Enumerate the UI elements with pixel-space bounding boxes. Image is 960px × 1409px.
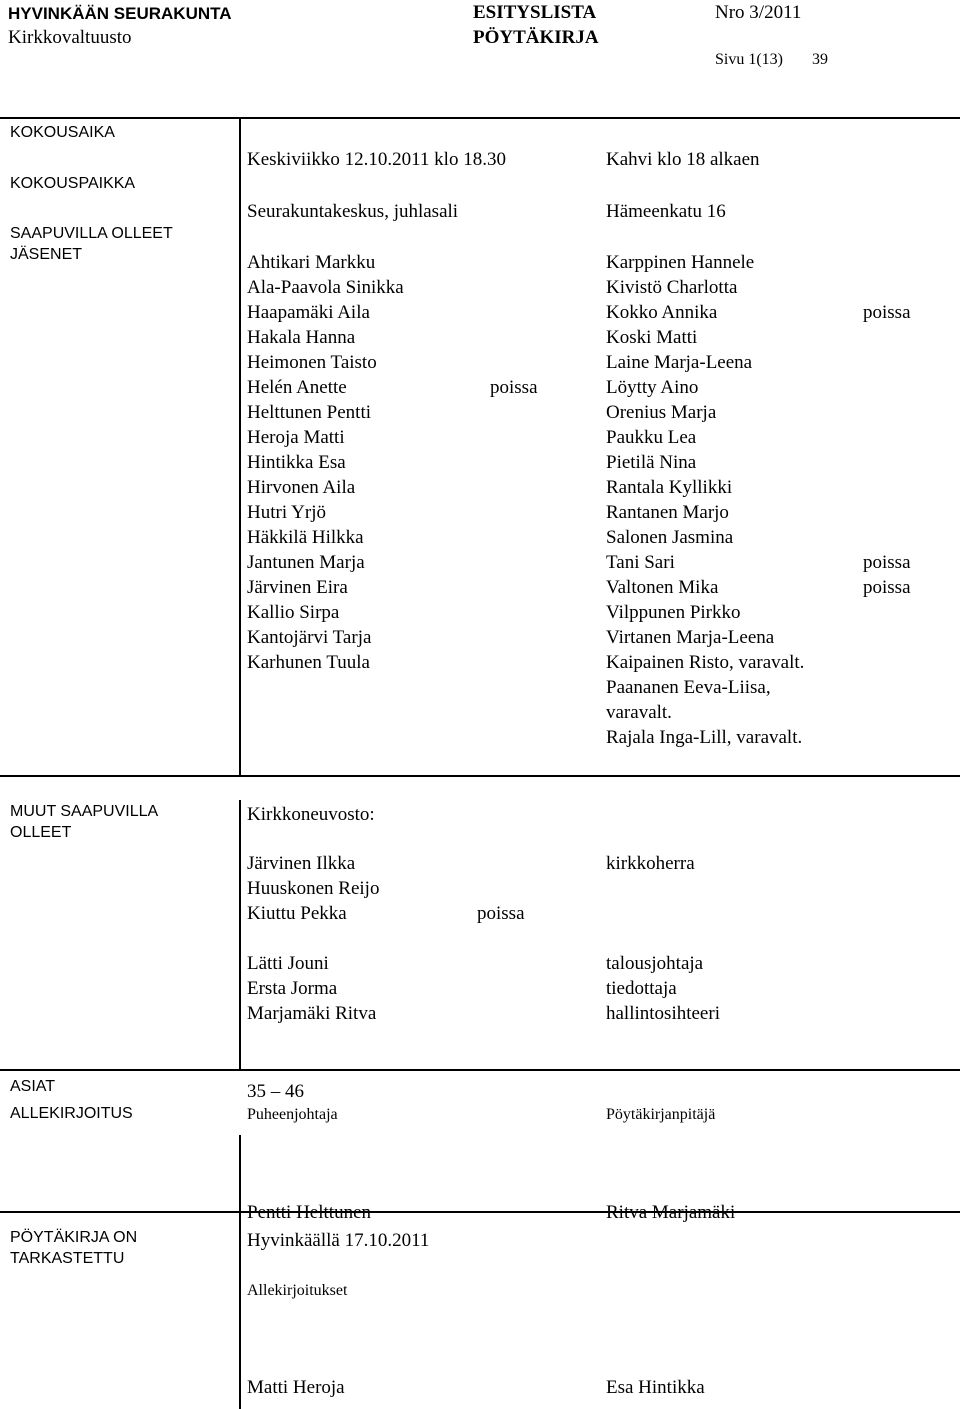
- absence-note: poissa: [863, 577, 911, 598]
- member-name: Karhunen Tuula: [247, 652, 370, 673]
- member-name: Orenius Marja: [606, 402, 717, 423]
- member-name: Hirvonen Aila: [247, 477, 356, 498]
- table-divider: [0, 1211, 960, 1213]
- member-name: Pietilä Nina: [606, 452, 697, 473]
- member-name: Löytty Aino: [606, 377, 699, 398]
- page-extra: 39: [812, 51, 828, 68]
- council-member-name: Järvinen Ilkka: [247, 853, 356, 874]
- member-name: Kokko Annika: [606, 302, 718, 323]
- label-present-members: JÄSENET: [10, 246, 83, 263]
- items-range: 35 – 46: [247, 1081, 304, 1102]
- member-name: Hakala Hanna: [247, 327, 356, 348]
- absence-note: poissa: [490, 377, 538, 398]
- label-minutes-checked: TARKASTETTU: [10, 1250, 125, 1267]
- checker-name: Matti Heroja: [247, 1377, 345, 1398]
- member-name: Ahtikari Markku: [247, 252, 376, 273]
- label-present-members: SAAPUVILLA OLLEET: [10, 225, 173, 242]
- checker-name: Esa Hintikka: [606, 1377, 705, 1398]
- meeting-address: Hämeenkatu 16: [606, 201, 726, 222]
- org-name: HYVINKÄÄN SEURAKUNTA: [8, 4, 232, 23]
- council-heading: Kirkkoneuvosto:: [247, 804, 375, 825]
- document-number: Nro 3/2011: [715, 2, 802, 23]
- member-name: Heroja Matti: [247, 427, 345, 448]
- member-name: Koski Matti: [606, 327, 698, 348]
- staff-name: Ersta Jorma: [247, 978, 338, 999]
- body-name: Kirkkovaltuusto: [8, 27, 132, 48]
- secretary-title: Pöytäkirjanpitäjä: [606, 1106, 716, 1123]
- table-column-divider: [239, 1211, 241, 1409]
- label-others-present: OLLEET: [10, 824, 72, 841]
- page-number: Sivu 1(13): [715, 51, 783, 68]
- member-name: Paukku Lea: [606, 427, 697, 448]
- member-name: Kivistö Charlotta: [606, 277, 738, 298]
- meeting-place: Seurakuntakeskus, juhlasali: [247, 201, 459, 222]
- member-name: Rantala Kyllikki: [606, 477, 733, 498]
- chair-name: Pentti Helttunen: [247, 1202, 372, 1223]
- member-name: Tani Sari: [606, 552, 675, 573]
- place-date: Hyvinkäällä 17.10.2011: [247, 1230, 430, 1251]
- chair-title: Puheenjohtaja: [247, 1106, 338, 1123]
- member-name: Laine Marja-Leena: [606, 352, 753, 373]
- member-name: varavalt.: [606, 702, 672, 723]
- label-others-present: MUUT SAAPUVILLA: [10, 803, 159, 820]
- member-name: Rantanen Marjo: [606, 502, 729, 523]
- table-divider: [0, 1069, 960, 1071]
- table-column-divider: [239, 1135, 241, 1211]
- member-name: Salonen Jasmina: [606, 527, 734, 548]
- label-minutes-checked: PÖYTÄKIRJA ON: [10, 1229, 138, 1246]
- member-name: Häkkilä Hilkka: [247, 527, 364, 548]
- member-name: Virtanen Marja-Leena: [606, 627, 775, 648]
- table-column-divider: [239, 117, 241, 775]
- secretary-name: Ritva Marjamäki: [606, 1202, 736, 1223]
- staff-name: Lätti Jouni: [247, 953, 329, 974]
- label-meeting-time: KOKOUSAIKA: [10, 124, 115, 141]
- label-items: ASIAT: [10, 1078, 56, 1095]
- member-name: Kallio Sirpa: [247, 602, 340, 623]
- member-name: Heimonen Taisto: [247, 352, 377, 373]
- member-name: Kantojärvi Tarja: [247, 627, 372, 648]
- doc-type-agenda: ESITYSLISTA: [473, 2, 597, 23]
- absence-note: poissa: [477, 903, 525, 924]
- member-name: Helttunen Pentti: [247, 402, 372, 423]
- member-name: Haapamäki Aila: [247, 302, 370, 323]
- table-column-divider: [239, 800, 241, 1069]
- role: hallintosihteeri: [606, 1003, 720, 1024]
- member-name: Valtonen Mika: [606, 577, 719, 598]
- member-name: Rajala Inga-Lill, varavalt.: [606, 727, 803, 748]
- label-signature: ALLEKIRJOITUS: [10, 1105, 133, 1122]
- member-name: Hutri Yrjö: [247, 502, 326, 523]
- role: kirkkoherra: [606, 853, 695, 874]
- label-meeting-place: KOKOUSPAIKKA: [10, 175, 136, 192]
- member-name: Ala-Paavola Sinikka: [247, 277, 404, 298]
- staff-name: Marjamäki Ritva: [247, 1003, 377, 1024]
- table-top-border: [0, 117, 960, 119]
- role: talousjohtaja: [606, 953, 704, 974]
- meeting-time: Keskiviikko 12.10.2011 klo 18.30: [247, 149, 506, 170]
- doc-type-minutes: PÖYTÄKIRJA: [473, 27, 599, 48]
- member-name: Paananen Eeva-Liisa,: [606, 677, 771, 698]
- coffee-time: Kahvi klo 18 alkaen: [606, 149, 760, 170]
- council-member-name: Huuskonen Reijo: [247, 878, 380, 899]
- member-name: Jantunen Marja: [247, 552, 365, 573]
- member-name: Järvinen Eira: [247, 577, 348, 598]
- member-name: Hintikka Esa: [247, 452, 346, 473]
- absence-note: poissa: [863, 302, 911, 323]
- member-name: Vilppunen Pirkko: [606, 602, 741, 623]
- role: tiedottaja: [606, 978, 677, 999]
- signatures-label: Allekirjoitukset: [247, 1282, 348, 1299]
- member-name: Karppinen Hannele: [606, 252, 755, 273]
- council-member-name: Kiuttu Pekka: [247, 903, 347, 924]
- absence-note: poissa: [863, 552, 911, 573]
- member-name: Kaipainen Risto, varavalt.: [606, 652, 805, 673]
- table-divider: [0, 775, 960, 777]
- member-name: Helén Anette: [247, 377, 347, 398]
